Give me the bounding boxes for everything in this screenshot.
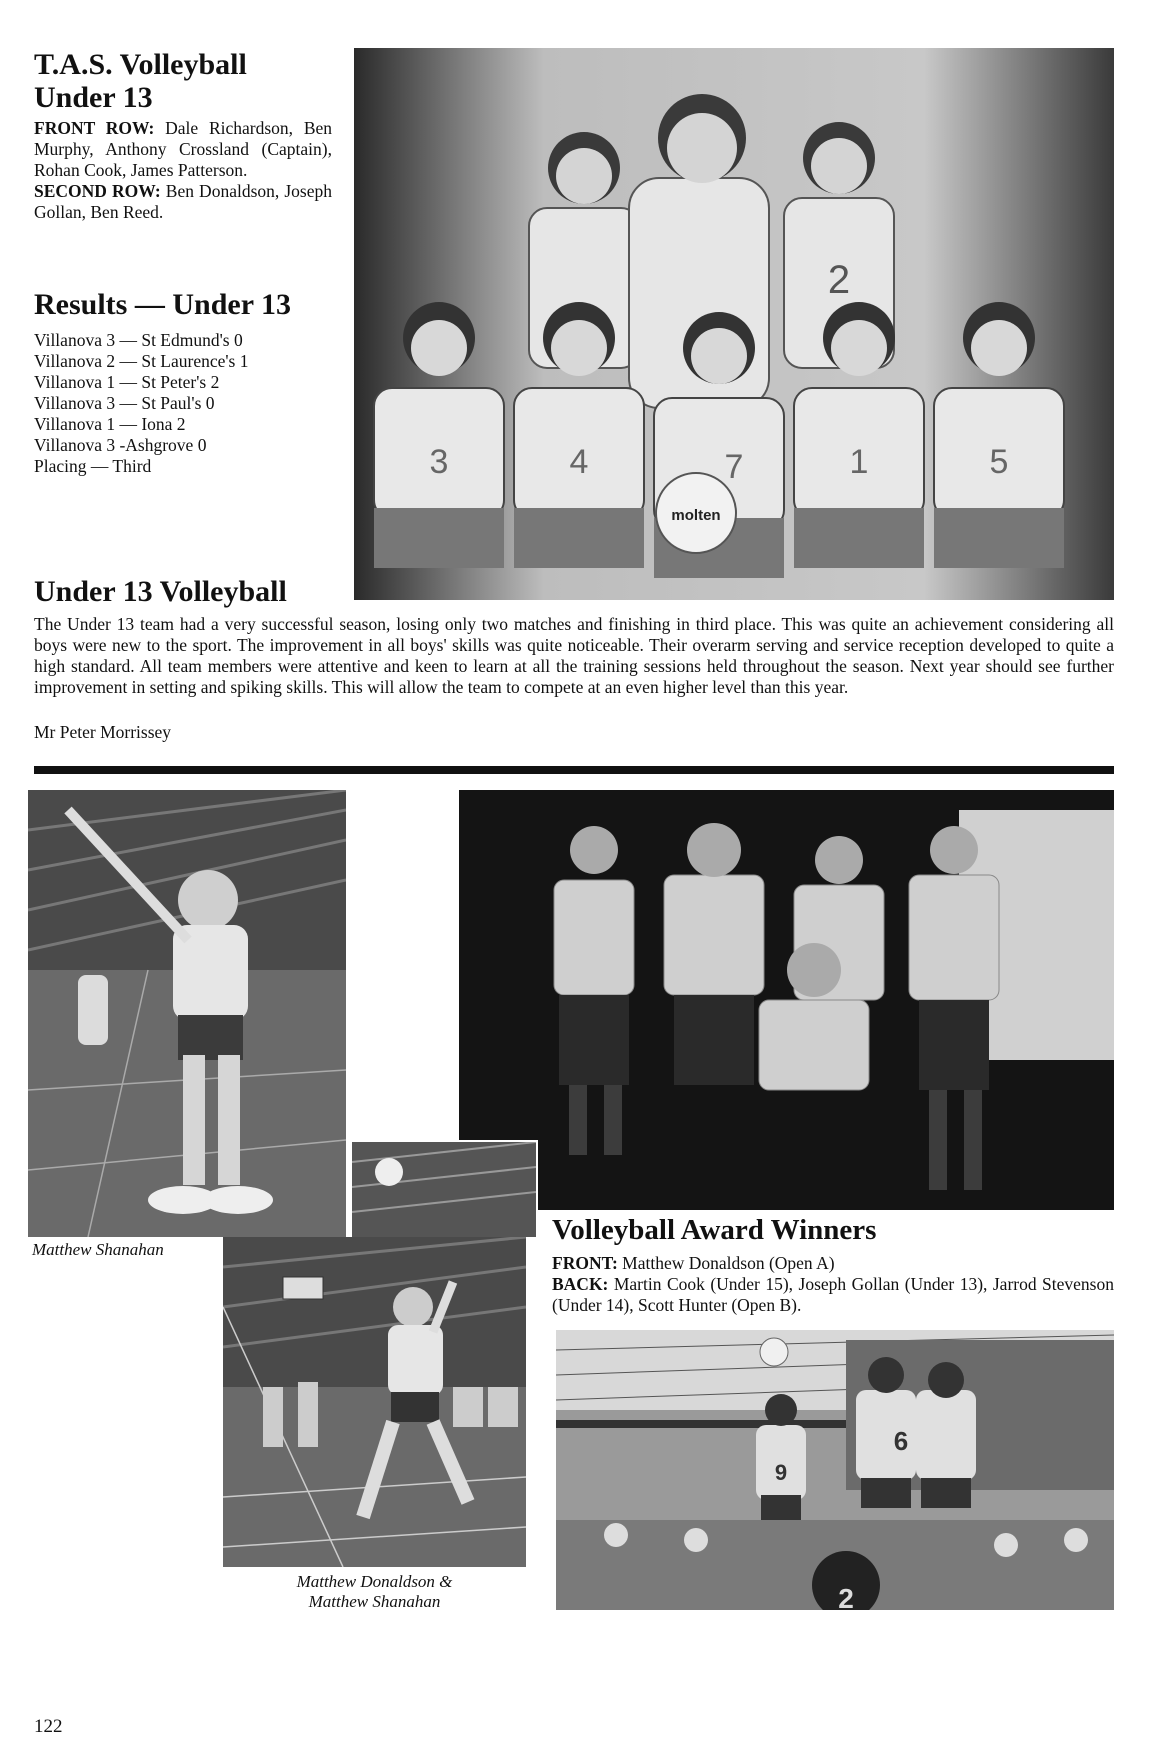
team-photo-image <box>354 48 1114 600</box>
awards-front-text: Matthew Donaldson (Open A) <box>622 1253 835 1273</box>
placing-line: Placing — Third <box>34 456 152 476</box>
ball-in-air-image <box>352 1142 536 1237</box>
match-jersey-6: 6 <box>893 1426 909 1456</box>
awards-title: Volleyball Award Winners <box>552 1214 877 1246</box>
jersey-number-1: 1 <box>849 443 869 481</box>
donaldson-shanahan-image <box>223 1237 526 1567</box>
shanahan-photo-image <box>28 790 346 1237</box>
match-action-image <box>556 1330 1114 1610</box>
front-row-names: Dale Richardson, Ben Murphy, Anthony Crossland (Captain), Rohan Cook, James Patterson. <box>34 118 333 180</box>
jersey-number-4: 4 <box>569 443 589 481</box>
article-body: The Under 13 team had a very successful season, losing only two matches and finishing in third place. This was quite an achievement considering all boys were new to the sport. The improvement in all boys' skills was quite noticeable. Their overarm serving and service reception developed to quite a high standard. All team members were attentive and keen to learn at all the training sessions held throughout the season. Next year should see further improvement in setting and spiking skills. This will allow the team to compete at an even higher level than this year. <box>34 614 1114 697</box>
result-line: Villanova 3 -Ashgrove 0 <box>34 435 207 455</box>
result-line: Villanova 1 — St Peter's 2 <box>34 372 220 392</box>
article-author: Mr Peter Morrissey <box>34 722 172 742</box>
award-winners-image <box>459 790 1114 1210</box>
jersey-number-5: 5 <box>989 443 1009 481</box>
front-row-label: FRONT ROW: <box>34 118 155 138</box>
photo-ball-in-air <box>350 1140 538 1239</box>
results-list <box>34 330 248 477</box>
ball-brand-label: molten <box>671 507 721 524</box>
article-title: Under 13 Volleyball <box>34 575 287 608</box>
jersey-number-7: 7 <box>724 448 744 486</box>
caption-line2: Matthew Shanahan <box>308 1592 441 1611</box>
team-heading <box>34 48 334 114</box>
result-line: Villanova 1 — Iona 2 <box>34 414 186 434</box>
photo-match-action <box>556 1330 1114 1610</box>
section-divider <box>34 766 1114 774</box>
awards-back-label: BACK: <box>552 1274 609 1294</box>
result-line: Villanova 3 — St Edmund's 0 <box>34 330 243 350</box>
jersey-number-2: 2 <box>827 258 851 302</box>
awards-front-label: FRONT: <box>552 1253 618 1273</box>
team-roster <box>34 118 332 223</box>
result-line: Villanova 3 — St Paul's 0 <box>34 393 215 413</box>
caption-shanahan: Matthew Shanahan <box>32 1240 164 1259</box>
page-number: 122 <box>34 1716 63 1737</box>
caption-donaldson-shanahan <box>223 1572 526 1612</box>
photo-shanahan-spike <box>28 790 346 1237</box>
team-photo <box>354 48 1114 600</box>
second-row-names: Ben Donaldson, Joseph Gollan, Ben Reed. <box>34 181 333 222</box>
photo-award-winners <box>459 790 1114 1210</box>
team-title-line2: Under 13 <box>34 81 153 114</box>
awards-text <box>552 1253 1114 1316</box>
team-title-line1: T.A.S. Volleyball <box>34 48 247 81</box>
second-row-label: SECOND ROW: <box>34 181 161 201</box>
results-title: Results — Under 13 <box>34 288 291 321</box>
caption-line1: Matthew Donaldson & <box>296 1572 453 1591</box>
photo-donaldson-shanahan <box>223 1237 526 1567</box>
result-line: Villanova 2 — St Laurence's 1 <box>34 351 249 371</box>
jersey-number-3: 3 <box>429 443 449 481</box>
awards-back-text: Martin Cook (Under 15), Joseph Gollan (Under 13), Jarrod Stevenson (Under 14), Scott Hunter (Open B). <box>552 1274 1114 1315</box>
match-jersey-2: 2 <box>838 1583 854 1610</box>
match-jersey-9: 9 <box>774 1460 788 1485</box>
